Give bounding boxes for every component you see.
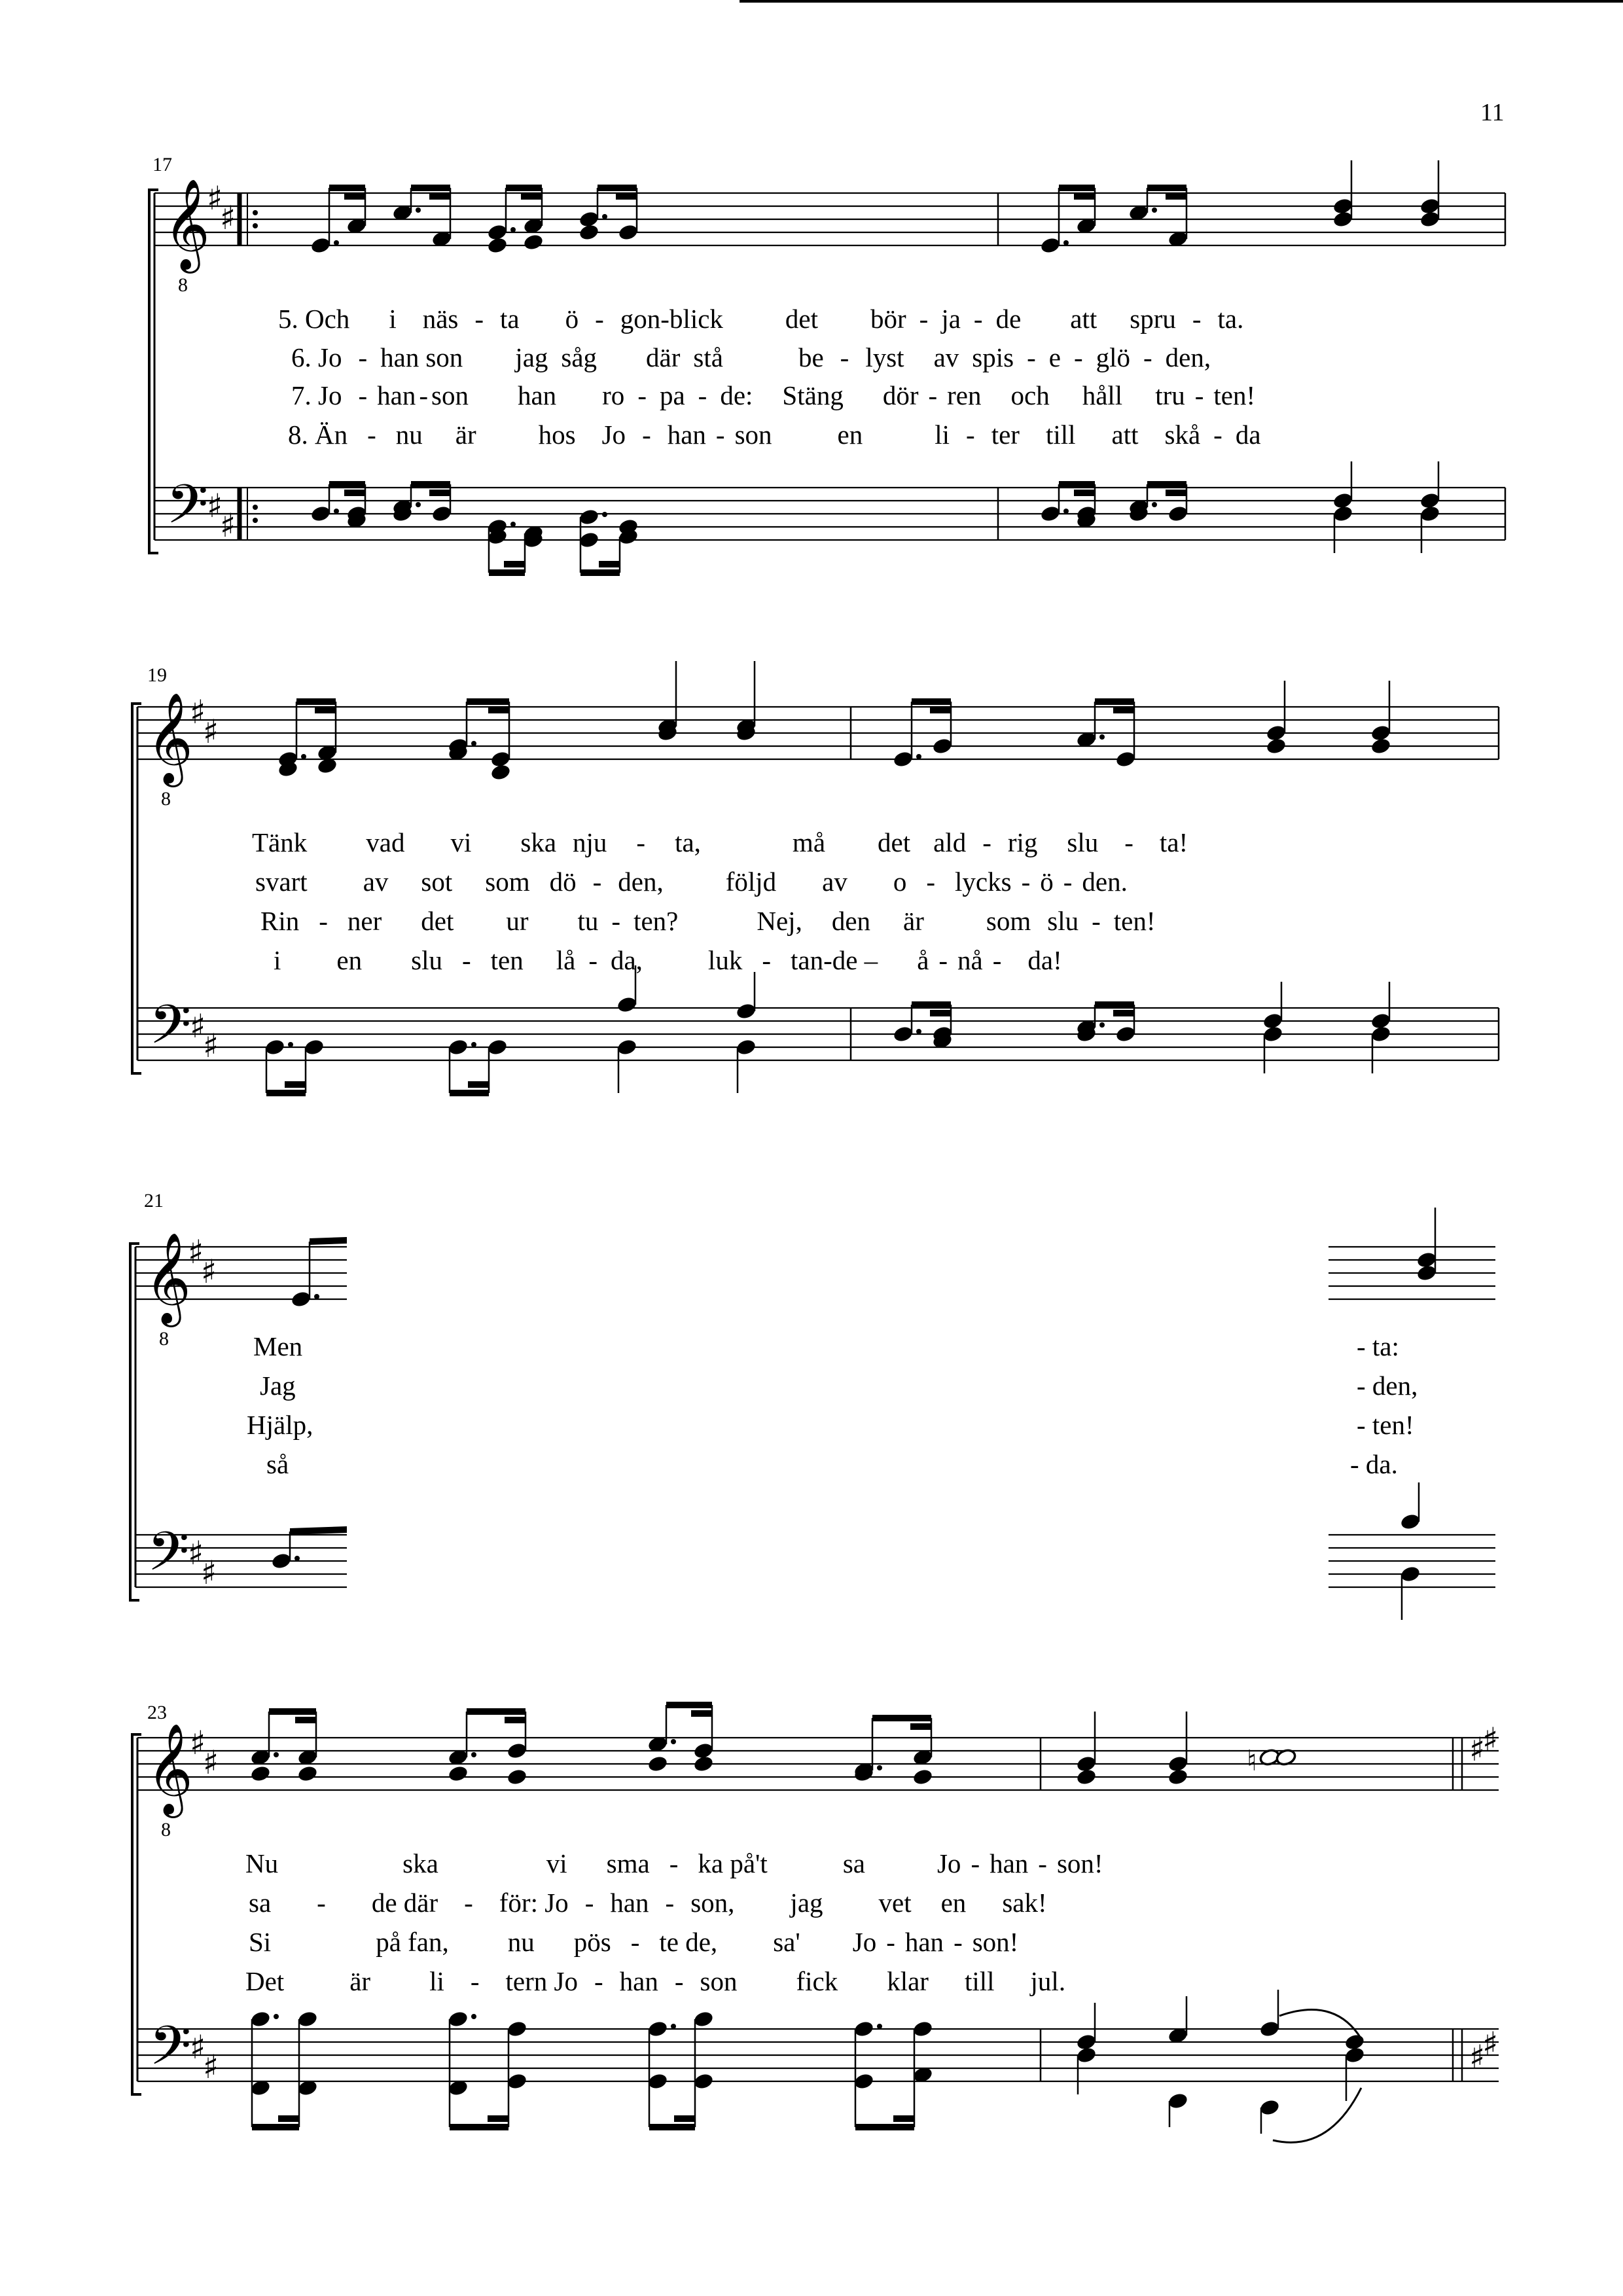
lyric-system1-verse6: 6. Jo - han son jag såg där stå be - lyst av spis - e - glö - den, — [291, 342, 1211, 372]
page-number: 11 — [1480, 99, 1505, 126]
bass-clef-icon: 𝄢 — [147, 1520, 190, 1596]
notehead — [264, 1038, 285, 1056]
notehead — [522, 233, 544, 251]
beam — [616, 193, 637, 200]
augmentation-dot — [253, 223, 258, 228]
sharp-icon: ♯ — [203, 1744, 219, 1782]
notehead — [892, 750, 914, 768]
notehead — [447, 1765, 469, 1783]
octave-8-icon: 8 — [161, 1819, 171, 1840]
beam — [1074, 490, 1095, 496]
notehead — [296, 1765, 318, 1783]
augmentation-dot — [510, 227, 516, 232]
beam — [450, 2124, 508, 2130]
augmentation-dot — [253, 210, 258, 215]
notehead — [892, 1025, 914, 1043]
beam — [1147, 185, 1186, 191]
notehead — [692, 2072, 714, 2090]
notehead — [1262, 1025, 1283, 1043]
augmentation-dot — [510, 522, 516, 527]
beam — [252, 2124, 299, 2130]
lyric-system3-left-1: Men — [253, 1331, 303, 1361]
beam — [1074, 193, 1095, 200]
beam — [666, 1702, 712, 1708]
augmentation-dot — [471, 1752, 476, 1757]
notehead — [506, 1742, 527, 1760]
notehead — [310, 236, 331, 255]
notehead — [486, 236, 508, 255]
augmentation-dot — [288, 1042, 293, 1047]
notehead — [735, 1038, 757, 1056]
notehead — [431, 505, 452, 523]
beam — [310, 1237, 347, 1245]
augmentation-dot — [1099, 734, 1105, 740]
notehead — [1344, 2033, 1365, 2051]
beam — [278, 2115, 299, 2122]
augmentation-dot — [1152, 502, 1157, 507]
octave-8-icon: 8 — [159, 1328, 169, 1350]
measure-number-23: 23 — [147, 1702, 167, 1723]
lyric-system3-right-1: - ta: — [1357, 1331, 1399, 1361]
beam — [1059, 185, 1095, 191]
beam — [893, 2115, 914, 2122]
notehead — [1419, 197, 1440, 215]
notehead — [1332, 505, 1353, 523]
sharp-icon: ♯ — [190, 1724, 206, 1762]
beam — [290, 1526, 347, 1535]
augmentation-dot — [416, 502, 421, 507]
augmentation-dot — [274, 2014, 279, 2019]
lyric-system3-right-2: - den, — [1357, 1371, 1418, 1401]
beam — [504, 561, 525, 567]
lyric-system4-verse8: Det är li - tern Jo - han - son fick klar till jul. — [245, 1966, 1066, 1996]
augmentation-dot — [877, 2024, 882, 2029]
sharp-icon: ♯ — [201, 1253, 217, 1291]
beam — [1147, 481, 1186, 488]
treble-clef-icon: 𝄞 — [145, 1232, 191, 1323]
natural-icon: ♮ — [1247, 1744, 1257, 1778]
notehead — [692, 1755, 714, 1773]
lyric-system4-verse6: sa - de där - för: Jo - han - son, jag vet en sak! — [249, 1888, 1047, 1918]
bass-clef-icon: 𝄢 — [149, 993, 192, 1069]
sharp-icon: ♯ — [190, 2028, 206, 2066]
augmentation-dot — [602, 214, 607, 219]
augmentation-dot — [1063, 509, 1069, 514]
sharp-icon: ♯ — [1469, 1731, 1486, 1768]
beam — [912, 698, 951, 705]
notehead — [692, 2010, 714, 2028]
beam — [429, 193, 450, 200]
notehead — [1167, 1768, 1188, 1786]
sharp-icon: ♯ — [188, 1534, 204, 1572]
notehead — [735, 1002, 757, 1020]
beam — [344, 193, 365, 200]
beam — [930, 707, 951, 713]
notehead — [647, 2020, 668, 2038]
treble-clef-icon: 𝄞 — [164, 179, 210, 270]
notehead — [578, 508, 599, 526]
augmentation-dot — [416, 207, 421, 213]
lyric-system3-left-2: Jag — [260, 1371, 296, 1401]
augmentation-dot — [671, 1739, 676, 1744]
beam — [1166, 490, 1186, 496]
beam — [930, 1010, 951, 1016]
notehead — [617, 223, 639, 242]
notehead — [647, 1755, 668, 1773]
lyric-system1-verse7: 7. Jo - han - son han ro - pa - de: Stäng dör - ren och håll tru - ten! — [291, 380, 1256, 410]
sharp-icon: ♯ — [201, 1554, 217, 1592]
beam — [1113, 707, 1134, 713]
beam — [411, 481, 450, 488]
notehead — [1115, 750, 1136, 768]
notehead — [506, 2020, 527, 2038]
beam — [674, 2115, 695, 2122]
notehead — [647, 2072, 668, 2090]
notehead — [616, 1038, 637, 1056]
lyric-system2-verse7: Rin - ner det ur tu - ten? Nej, den är som slu - ten! — [260, 906, 1156, 936]
measure-number-19: 19 — [147, 664, 167, 686]
tie-slur — [1273, 2088, 1361, 2142]
notehead — [506, 1768, 527, 1786]
tie-slur — [1279, 2010, 1361, 2039]
notehead — [447, 2010, 469, 2028]
notehead — [578, 223, 599, 242]
augmentation-dot — [314, 1294, 319, 1299]
beam — [1113, 1010, 1134, 1016]
notehead — [1167, 505, 1188, 523]
beam — [489, 569, 525, 576]
measure-number-21: 21 — [144, 1190, 164, 1211]
augmentation-dot — [1152, 207, 1157, 213]
notehead — [1265, 737, 1287, 755]
sharp-icon: ♯ — [203, 1027, 219, 1065]
augmentation-dot — [916, 1029, 921, 1034]
lyric-system3-left-4: så — [266, 1449, 289, 1479]
bass-clef-icon: 𝄢 — [149, 2014, 192, 2090]
augmentation-dot — [301, 754, 306, 759]
beam — [295, 1717, 316, 1723]
beam — [505, 1717, 526, 1723]
sharp-icon: ♯ — [190, 1007, 206, 1045]
augmentation-dot — [471, 741, 476, 746]
measure-number-17: 17 — [152, 154, 172, 175]
octave-8-icon: 8 — [178, 274, 188, 296]
notehead — [578, 531, 599, 549]
notehead — [1075, 2046, 1097, 2064]
augmentation-dot — [334, 240, 339, 245]
notehead — [1370, 737, 1391, 755]
augmentation-dot — [602, 512, 607, 517]
lyric-system4-verse5: Nu ska vi sma - ka på't sa Jo - han - son! — [245, 1848, 1103, 1878]
sharp-icon: ♯ — [220, 507, 236, 545]
notehead — [506, 2072, 527, 2090]
sharp-icon: ♯ — [203, 713, 219, 751]
notehead — [616, 996, 637, 1014]
augmentation-dot — [916, 754, 921, 759]
beam — [315, 707, 336, 713]
beam — [296, 698, 336, 705]
beam — [506, 185, 542, 191]
augmentation-dot — [471, 2014, 476, 2019]
beam — [467, 1708, 526, 1715]
notehead — [912, 2020, 933, 2038]
beam — [580, 569, 620, 576]
beam — [872, 1715, 931, 1721]
lyric-system2-verse8: i en slu - ten lå - da, luk - tan-de – å - nå - da! — [274, 945, 1062, 975]
sharp-icon: ♯ — [188, 1233, 204, 1271]
sharp-icon: ♯ — [190, 693, 206, 731]
sharp-icon: ♯ — [203, 2048, 219, 2086]
lyric-system3-right-4: - da. — [1350, 1449, 1398, 1479]
beam — [910, 1723, 931, 1730]
beam — [467, 698, 509, 705]
notehead — [1399, 1565, 1421, 1583]
lyric-system4-verse7: Si på fan, nu pös - te de, sa' Jo - han - son! — [249, 1927, 1019, 1957]
notehead — [290, 1290, 312, 1308]
beam — [912, 1001, 951, 1008]
notehead — [1115, 1025, 1136, 1043]
augmentation-dot — [274, 1752, 279, 1757]
notehead — [1332, 197, 1353, 215]
octave-8-icon: 8 — [161, 788, 171, 810]
augmentation-dot — [671, 2024, 676, 2029]
notehead — [490, 763, 511, 781]
beam — [649, 2124, 695, 2130]
notehead — [1416, 1251, 1437, 1269]
beam — [599, 561, 620, 567]
notehead — [296, 2010, 318, 2028]
bass-clef-icon: 𝄢 — [166, 473, 209, 549]
beam — [329, 185, 365, 191]
augmentation-dot — [471, 1042, 476, 1047]
lyric-system1-verse5: 5. Och i näs - ta ö - gon-blick det bör - ja - de att spru - ta. — [278, 304, 1244, 334]
notehead — [486, 1038, 508, 1056]
sharp-icon: ♯ — [220, 199, 236, 237]
notehead — [912, 1768, 933, 1786]
sharp-icon: ♯ — [1482, 2025, 1499, 2063]
beam — [468, 1081, 489, 1088]
notehead — [447, 1038, 469, 1056]
augmentation-dot — [294, 1556, 300, 1561]
notehead — [249, 2010, 271, 2028]
treble-clef-icon: 𝄞 — [147, 692, 193, 783]
lyric-system3-left-3: Hjälp, — [247, 1410, 313, 1440]
augmentation-dot — [253, 518, 258, 523]
lyric-system3-right-3: - ten! — [1357, 1410, 1414, 1440]
augmentation-dot — [253, 505, 258, 510]
notehead — [1370, 1025, 1391, 1043]
beam — [329, 481, 365, 488]
beam — [1095, 1001, 1134, 1008]
sharp-icon: ♯ — [1469, 2038, 1486, 2076]
notehead — [270, 1552, 292, 1570]
beam — [488, 707, 509, 713]
notehead — [931, 737, 953, 755]
beam — [521, 193, 542, 200]
notehead — [249, 1765, 271, 1783]
beam — [266, 1090, 306, 1096]
beam — [691, 1710, 712, 1717]
notehead — [853, 2072, 874, 2090]
augmentation-dot — [334, 509, 339, 514]
beam — [597, 185, 637, 191]
notehead — [303, 1038, 325, 1056]
beam — [285, 1081, 306, 1088]
beam — [1166, 193, 1186, 200]
lyric-system2-verse6: svart av sot som dö - den, följd av o - lycks - ö - den. — [255, 867, 1128, 897]
sharp-icon: ♯ — [207, 179, 223, 217]
treble-clef-icon: 𝄞 — [147, 1723, 193, 1814]
lyric-system2-verse5: Tänk vad vi ska nju - ta, må det ald - rig slu - ta! — [252, 827, 1188, 857]
notehead — [1167, 2092, 1188, 2110]
augmentation-dot — [1099, 1022, 1105, 1028]
notehead — [853, 2020, 874, 2038]
notehead — [1399, 1513, 1421, 1531]
sharp-icon: ♯ — [207, 487, 223, 525]
beam — [1095, 698, 1134, 705]
notehead — [1075, 1768, 1097, 1786]
augmentation-dot — [877, 1765, 882, 1770]
beam — [344, 490, 365, 496]
notehead — [1039, 236, 1061, 255]
beam — [450, 1090, 489, 1096]
notehead — [1039, 505, 1061, 523]
beam — [411, 185, 450, 191]
beam — [429, 490, 450, 496]
notehead — [1258, 2098, 1280, 2117]
beam — [488, 2115, 508, 2122]
notehead — [1258, 2020, 1280, 2038]
beam — [1059, 481, 1095, 488]
sharp-icon: ♯ — [1482, 1721, 1499, 1759]
augmentation-dot — [1063, 240, 1069, 245]
beam — [269, 1708, 316, 1715]
beam — [855, 2124, 914, 2130]
lyric-system1-verse8: 8. Än - nu är hos Jo - han - son en li - ter till att skå - da — [288, 420, 1261, 450]
notehead — [1419, 505, 1440, 523]
notehead — [310, 505, 331, 523]
